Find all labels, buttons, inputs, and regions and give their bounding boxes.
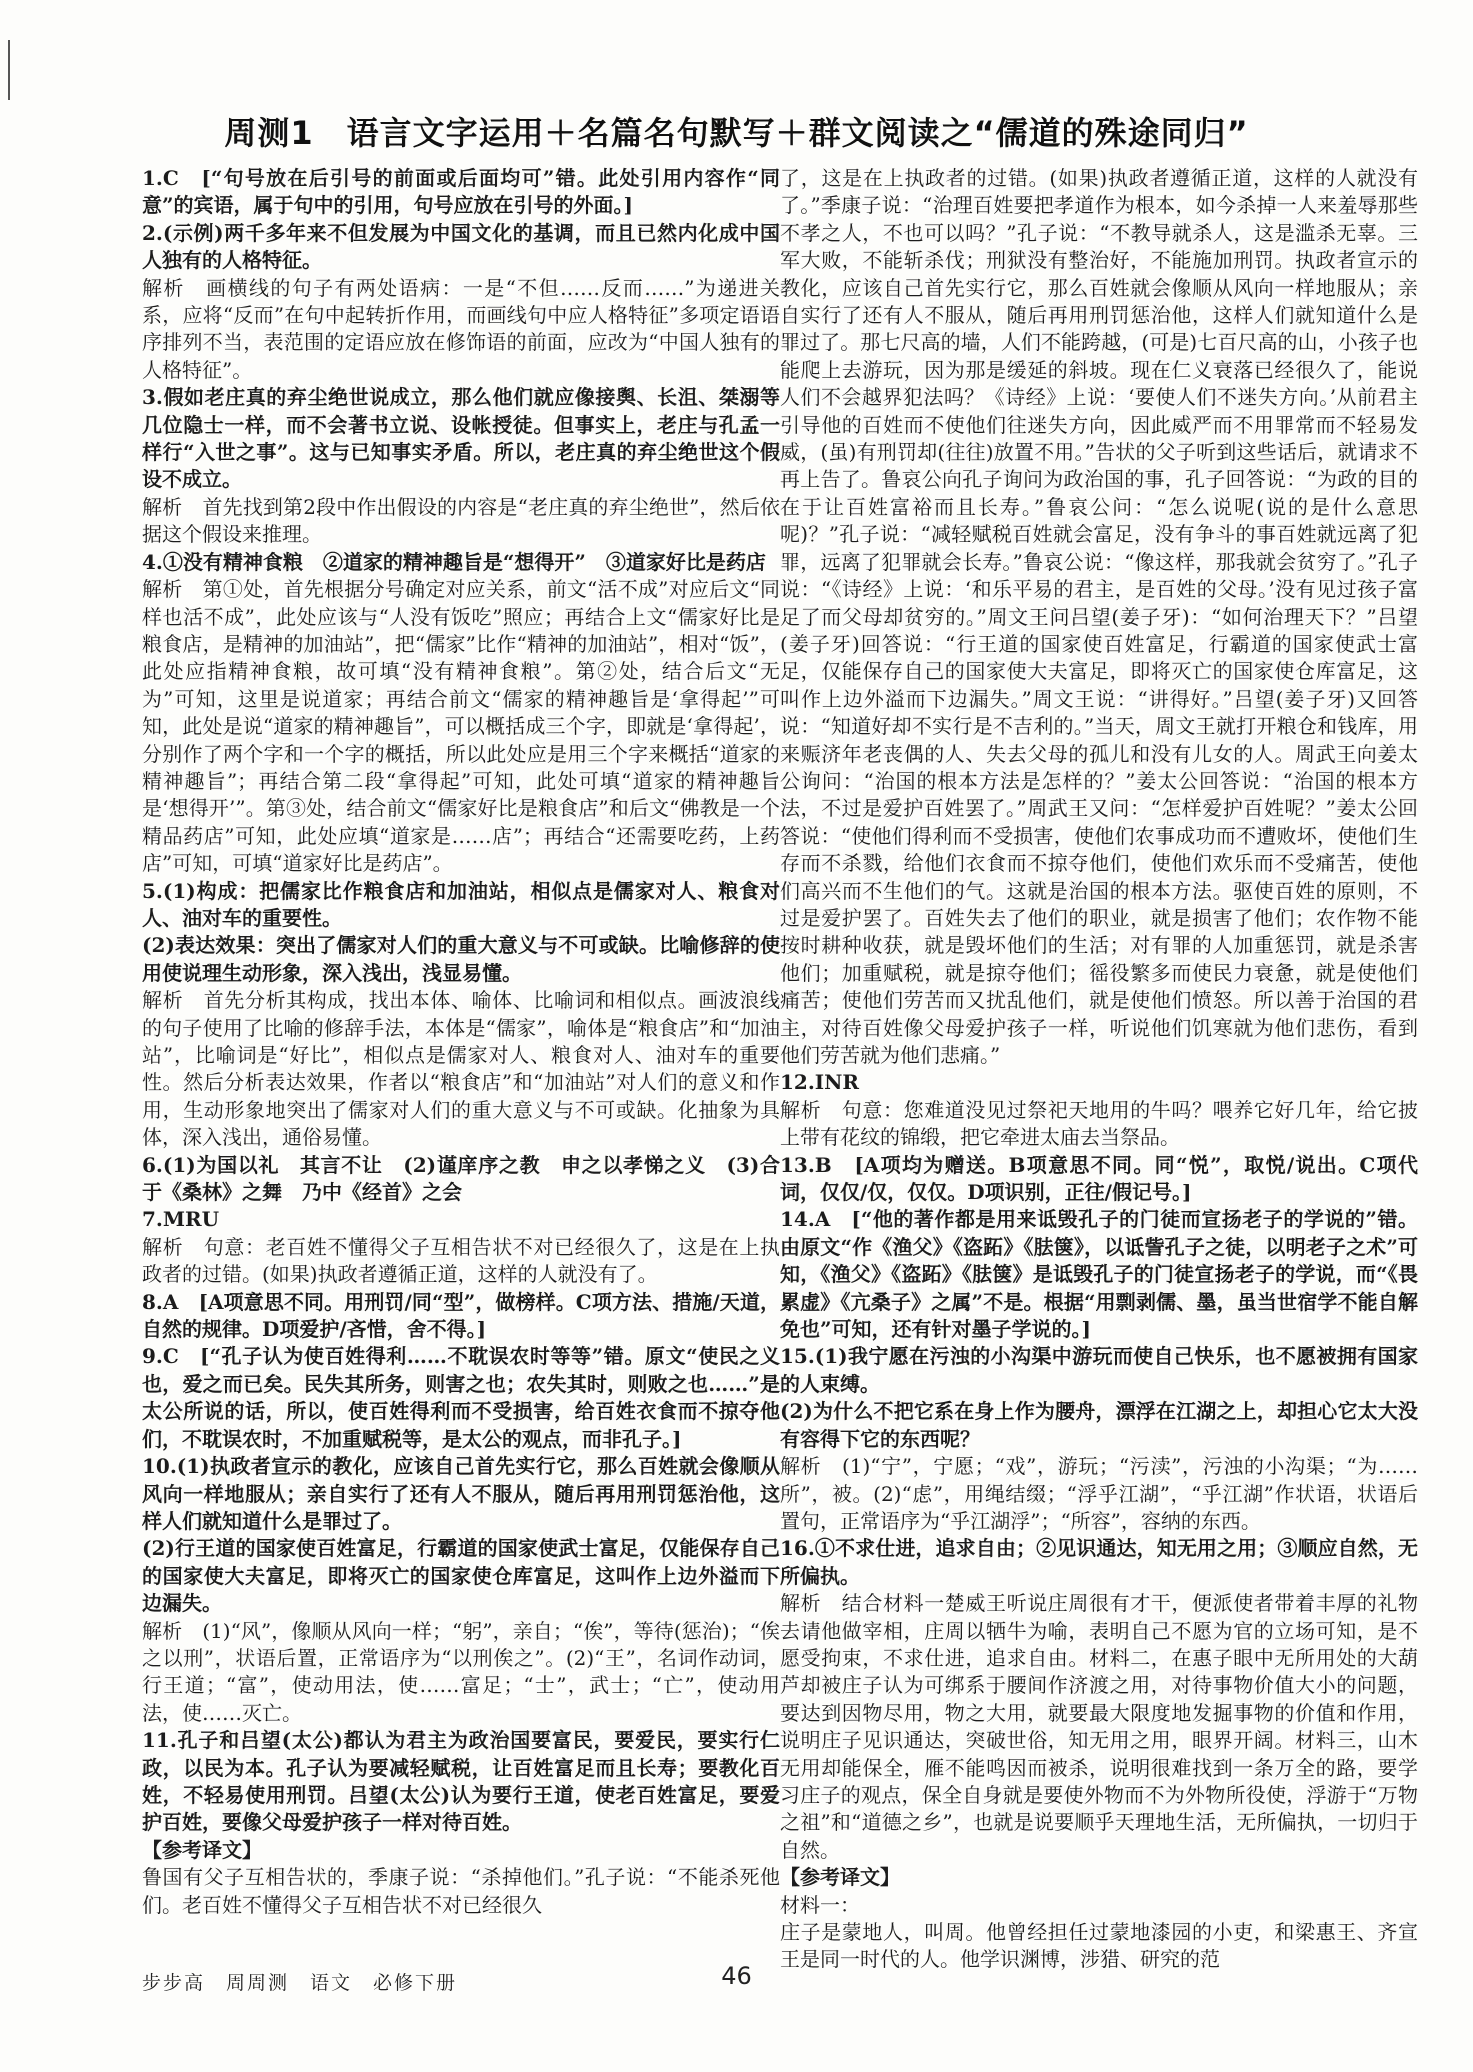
answer-paragraph: 解析 (1)“宁”，宁愿；“戏”，游玩；“污渎”，污浊的小沟渠；“为……所”，被。(2)“虑”，用绳结缀；“浮乎江湖”，“乎江湖”作状语，状语后置句，正常语序为“乎江湖浮”；“所容”，容纳的东西。: [780, 1454, 1418, 1533]
answer-paragraph: (2)行王道的国家使百姓富足，行霸道的国家使武士富足，仅能保存自己的国家使大夫富足，即将灭亡的国家使仓库富足，这叫作上边外溢而下边漏失。: [142, 1536, 780, 1616]
left-column: [142, 165, 780, 1935]
answer-paragraph: 解析 句意：您难道没见过祭祀天地用的牛吗？喂养它好几年，给它披上带有花纹的锦缎，把它牵进太庙去当祭品。: [780, 1097, 1418, 1150]
answer-paragraph: 解析 首先找到第2段中作出假设的内容是“老庄真的弃尘绝世”，然后依据这个假设来推理。: [142, 494, 780, 547]
answer-paragraph: 15.(1)我宁愿在污浊的小沟渠中游玩而使自己快乐，也不愿被拥有国家的人束缚。: [780, 1344, 1418, 1396]
answer-paragraph: 鲁国有父子互相告状的，季康子说：“杀掉他们。”孔子说：“不能杀死他们。老百姓不懂得父子互相告状不对已经很久: [142, 1865, 780, 1917]
right-column: [780, 165, 1418, 1972]
answer-paragraph: 解析 (1)“风”，像顺从风向一样；“躬”，亲自；“俟”，等待(惩治)；“俟之以刑”，状语后置，正常语序为“以刑俟之”。(2)“王”，名词作动词，行王道；“富”，使动用法，使……富足；“士”，武士；“亡”，使动用法，使……灭亡。: [142, 1618, 780, 1725]
answer-paragraph: 解析 画横线的句子有两处语病：一是“不但……反而……”为递进关系，应将“反而”在句中起转折作用，而画线句中应人格特征”多项定语语序排列不当，表范围的定语应放在修饰语的前面，应改为“中国人独有的人格特征”。: [142, 275, 780, 382]
answer-paragraph: 16.①不求仕进，追求自由；②见识通达，知无用之用；③顺应自然，无所偏执。: [780, 1536, 1418, 1588]
answer-paragraph: 7.MRU: [142, 1207, 220, 1232]
answer-paragraph: 5.(1)构成：把儒家比作粮食店和加油站，相似点是儒家对人、粮食对人、油对车的重要性。: [142, 878, 780, 930]
answer-paragraph: 解析 第①处，首先根据分号确定对应关系，前文“活不成”对应后文“同样也活不成”，此处应该与“人没有饭吃”照应；再结合上文“儒家好比是粮食店，是精神的加油站”，把“儒家”比作“精神的加油站”，相对“饭”，此处应指精神食粮，故可填“没有精神食粮”。第②处，结合后文“无为”可知，这里是说道家；再结合前文“儒家的精神趣旨是‘拿得起’”可知，此处是说“道家的精神趣旨”，可以概括成三个字，即就是‘拿得起’，分别作了两个字和一个字的概括，所以此处应是用三个字来概括“道家的精神趣旨”；再结合第二段“拿得起”可知，此处可填“道家的精神趣旨是‘想得开’”。第③处，结合前文“儒家好比是粮食店”和后文“佛教是一个精品药店”可知，此处应填“道家是……店”；再结合“还需要吃药，上药店”可知，可填“道家好比是药店”。: [142, 577, 780, 876]
answer-paragraph: 解析 结合材料一楚威王听说庄周很有才干，便派使者带着丰厚的礼物去请他做宰相，庄周以牺牛为喻，表明自己不愿为官的立场可知，是不愿受拘束，不求仕进，追求自由。材料二，在惠子眼中无所用处的大葫芦却被庄子认为可绑系于腰间作济渡之用，对待事物价值大小的问题，要达到因物尽用，物之大用，就要最大限度地发掘事物的价值和作用，说明庄子见识通达，突破世俗，知无用之用，眼界开阔。材料三，山木无用却能保全，雁不能鸣因而被杀，说明很难找到一条万全的路，要学习庄子的观点，保全自身就是要使外物而不为外物所役使，浮游于“万物之祖”和“道德之乡”，也就是说要顺乎天理地生活，无所偏执，一切归于自然。: [780, 1591, 1418, 1862]
answer-paragraph: (2)为什么不把它系在身上作为腰舟，漂浮在江湖之上，却担心它太大没有容得下它的东西呢？: [780, 1399, 1418, 1451]
answer-paragraph: 【参考译文】: [780, 1865, 900, 1890]
answer-paragraph: 12.INR: [780, 1070, 860, 1095]
answer-paragraph: 10.(1)执政者宣示的教化，应该自己首先实行它，那么百姓就会像顺从风向一样地服从；亲自实行了还有人不服从，随后再用刑罚惩治他，这样人们就知道什么是罪过了。: [142, 1454, 780, 1533]
book-footer: 步步高 周周测 语文 必修下册: [142, 1972, 458, 1994]
page-number: 46: [721, 1962, 752, 1990]
answer-paragraph: 庄子是蒙地人，叫周。他曾经担任过蒙地漆园的小吏，和梁惠王、齐宣王是同一时代的人。他学识渊博，涉猎、研究的范: [780, 1920, 1418, 1972]
margin-mark: [8, 40, 13, 100]
answer-paragraph: 8.A [A项意思不同。用刑罚/同“型”，做榜样。C项方法、措施/天道，自然的规律。D项爱护/吝惜，舍不得。]: [142, 1289, 780, 1342]
answer-paragraph: 3.假如老庄真的弃尘绝世说成立，那么他们就应像接舆、长沮、桀溺等几位隐士一样，而不会著书立说、设帐授徒。但事实上，老庄与孔孟一样行“入世之事”。这与已知事实矛盾。所以，老庄真的弃尘绝世这个假设不成立。: [142, 385, 780, 492]
answer-paragraph: 6.(1)为国以礼 其言不让 (2)谨庠序之教 申之以孝悌之义 (3)合于《桑林》之舞 乃中《经首》之会: [142, 1152, 780, 1205]
answer-paragraph: 1.C [“句号放在后引号的前面或后面均可”错。此处引用内容作“同意”的宾语，属于句中的引用，句号应放在引号的外面。]: [142, 166, 780, 218]
answer-paragraph: 解析 句意：老百姓不懂得父子互相告状不对已经很久了，这是在上执政者的过错。(如果)执政者遵循正道，这样的人就没有了。: [142, 1234, 780, 1287]
answer-paragraph: (2)表达效果：突出了儒家对人们的重大意义与不可或缺。比喻修辞的使用使说理生动形象，深入浅出，浅显易懂。: [142, 933, 780, 985]
answer-paragraph: 【参考译文】: [142, 1837, 262, 1862]
answer-paragraph: 2.(示例)两千多年来不但发展为中国文化的基调，而且已然内化成中国人独有的人格特征。: [142, 220, 780, 273]
answer-paragraph: 9.C [“孔子认为使百姓得利……不耽误农时等等”错。原文“使民之义也，爱之而已矣。民失其所务，则害之也；农失其时，则败之也……”是太公所说的话，所以，使百姓得利而不受损害，给百姓衣食而不掠夺他们，不耽误农时，不加重赋税等，是太公的观点，而非孔子。]: [142, 1344, 780, 1451]
answer-paragraph: 11.孔子和吕望(太公)都认为君主为政治国要富民，要爱民，要实行仁政，以民为本。孔子认为要减轻赋税，让百姓富足而且长寿；要教化百姓，不轻易使用刑罚。吕望(太公)认为要行王道，使老百姓富足，要爱护百姓，要像父母爱护孩子一样对待百姓。: [142, 1728, 780, 1835]
answer-paragraph: 4.①没有精神食粮 ②道家的精神趣旨是“想得开” ③道家好比是药店: [142, 549, 766, 574]
answer-paragraph: 解析 首先分析其构成，找出本体、喻体、比喻词和相似点。画波浪线的句子使用了比喻的修辞手法，本体是“儒家”，喻体是“粮食店”和“加油站”，比喻词是“好比”，相似点是儒家对人、粮食对人、油对车的重要性。然后分析表达效果，作者以“粮食店”和“加油站”对人们的意义和作用，生动形象地突出了儒家对人们的重大意义与不可或缺。化抽象为具体，深入浅出，通俗易懂。: [142, 988, 780, 1150]
answer-paragraph: 了，这是在上执政者的过错。(如果)执政者遵循正道，这样的人就没有了。”季康子说：“治理百姓要把孝道作为根本，如今杀掉一人来羞辱那些不孝之人，不也可以吗？”孔子说：“不教导就杀人，这是滥杀无辜。三军大败，不能斩杀伐；刑狱没有整治好，不能施加刑罚。执政者宣示的教化，应该自己首先实行它，那么百姓就会像顺从风向一样地服从；亲自实行了还有人不服从，随后再用刑罚惩治他，这样人们就知道什么是罪过了。那七尺高的墙，人们不能跨越，(可是)七百尺高的山，小孩子也能爬上去游玩，因为那是缓延的斜坡。现在仁义衰落已经很久了，能说人们不会越界犯法吗？《诗经》上说：‘要使人们不迷失方向。’从前君主引导他的百姓而不使他们往迷失方向，因此威严而不用罪常而不轻易发威，(虽)有刑罚却(往往)放置不用。”告状的父子听到这些话后，就请求不再上告了。鲁哀公向孔子询问为政治国的事，孔子回答说：“为政的目的在于让百姓富裕而且长寿。”鲁哀公问：“怎么说呢(说的是什么意思呢)？”孔子说：“减轻赋税百姓就会富足，没有争斗的事百姓就远离了犯罪，远离了犯罪就会长寿。”鲁哀公说：“像这样，那我就会贫穷了。”孔子说：“《诗经》上说：‘和乐平易的君主，是百姓的父母。’没有见过孩子富足了而父母却贫穷的。”周文王问吕望(姜子牙)：“如何治理天下？”吕望(姜子牙)回答说：“行王道的国家使百姓富足，行霸道的国家使武士富足，仅能保存自己的国家使大夫富足，即将灭亡的国家使仓库富足，这叫作上边外溢而下边漏失。”周文王说：“讲得好。”吕望(姜子牙)又回答说：“知道好却不实行是不吉利的。”当天，周文王就打开粮仓和钱库，用来赈济年老丧偶的人、失去父母的孤儿和没有儿女的人。周武王向姜太公询问：“治国的根本方法是怎样的？”姜太公回答说：“治国的根本方法，不过是爱护百姓罢了。”周武王又问：“怎样爱护百姓呢？”姜太公回答说：“使他们得利而不受损害，使他们农事成功而不遭败坏，使他们生存而不杀戮，给他们衣食而不掠夺他们，使他们欢乐而不受痛苦，使他们高兴而不生他们的气。这就是治国的根本方法。驱使百姓的原则，不过是爱护罢了。百姓失去了他们的职业，就是损害了他们；农作物不能按时耕种收获，就是毁坏他们的生活；对有罪的人加重惩罚，就是杀害他们；加重赋税，就是掠夺他们；徭役繁多而使民力衰惫，就是使他们痛苦；使他们劳苦而又扰乱他们，就是使他们愤怒。所以善于治国的君主，对待百姓像父母爱护孩子一样，听说他们饥寒就为他们悲伤，看到他们劳苦就为他们悲痛。”: [780, 166, 1418, 1067]
answer-paragraph: 13.B [A项均为赠送。B项意思不同。同“悦”，取悦/说出。C项代词，仅仅/仅，仅仅。D项识别，正往/假记号。]: [780, 1152, 1418, 1205]
answer-paragraph: 材料一：: [780, 1892, 860, 1917]
page-title: 周测1 语言文字运用＋名篇名句默写＋群文阅读之“儒道的殊途同归”: [224, 114, 1249, 152]
answer-paragraph: 14.A [“他的著作都是用来诋毁孔子的门徒而宣扬老子的学说的”错。由原文“作《渔父》《盗跖》《胠箧》，以诋訾孔子之徒，以明老子之术”可知，《渔父》《盗跖》《胠箧》是诋毁孔子的门徒宣扬老子的学说，而“《畏累虚》《亢桑子》之属”不是。根据“用剽剥儒、墨，虽当世宿学不能自解免也”可知，还有针对墨子学说的。]: [780, 1207, 1418, 1342]
